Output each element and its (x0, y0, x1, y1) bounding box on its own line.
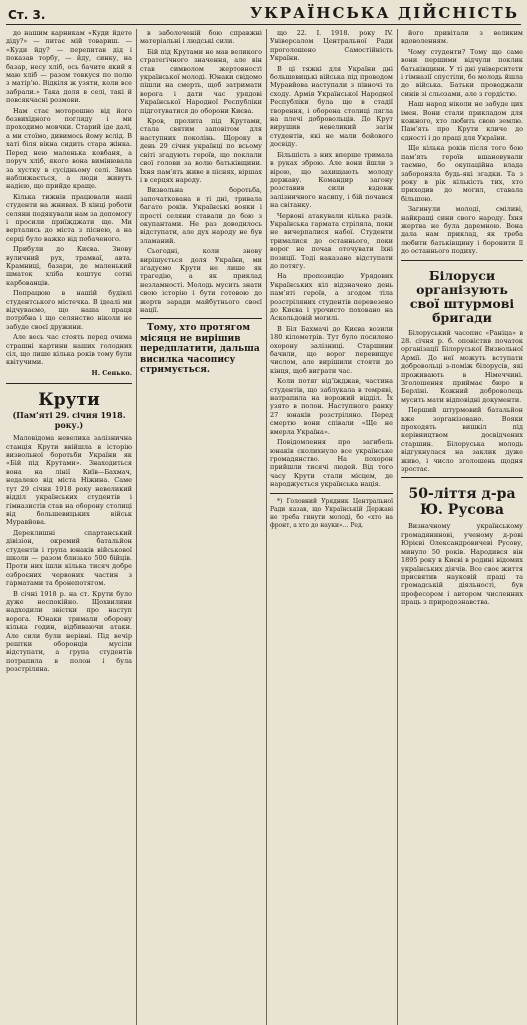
article-subtitle-kruty: (Пам’яті 29. січня 1918. року.) (12, 410, 126, 431)
divider (6, 383, 132, 384)
article-text: його привітали з великим вдоволенням. (401, 29, 523, 46)
column-2 (136, 29, 262, 1025)
article-text: Наш народ ніколи не забуде цих імен. Вони стали прикладом для кожного, хто любить свою землю. Пам’ять про Крути кличе до єдності і до праці для України. (401, 100, 523, 142)
article-text: Визначному українському громадянинові, ученому д-рові Юрієві Олександровичеві Русову, минуло 50 років. Народився він 1895 року в Києві в родині відомих українських діячів. Все своє життя присвятив науковій праці та громадській діяльності, був професором і автором численних праць з природознавства. (401, 522, 523, 607)
article-text: Більшість з них вперше тримала в руках зброю. Але вони йшли з вірою, що захищають молоду державу. Командир загону розставив сили вздовж залізничного насипу, і бій почався на світанку. (270, 150, 393, 210)
article-text: Нам стає моторошно від його безвихідного погляду і ми проходимо мовчки. Старий іде далі, а ми стоїмо, дивимось йому вслід. В хаті біля вікна сидить стара жінка. Перед нею маленька ковбаня, а поруч хліб, якого вона вимінювала за хустку в сусідньому селі. Зима наближається, а люди живуть надією, що прийде краще. (6, 106, 132, 191)
article-text: Сьогодні, коли знову вирішується доля України, ми згадуємо Крути не лише як трагедію, а як приклад незламності. Молодь мусить знати свою історію і бути готовою до жертв заради майбутнього своєї нації. (140, 247, 262, 314)
divider (270, 493, 393, 494)
article-title-kruty: Крути (38, 390, 100, 411)
headline-rusov-anniversary: 50-ліття д-ра Ю. Русова (408, 486, 516, 519)
article-text: Бій під Крутами не мав великого стратегічного значення, але він став символом жертовності української молоді. Юнаки свідомо пішли на смерть, щоб затримати ворога і дати час урядові Української Народної Республіки підготуватися до оборони Києва. (140, 47, 262, 115)
article-text: В ці тяжкі для України дні большевицькі війська під проводом Муравйова наступали з півночі та сходу. Армія Української Народної Республіки була ще в стадії творення, і оборона столиці лягла на плечі добровольців. До Крут вирушив невеликий загін студентів, які не мали бойового досвіду. (270, 64, 393, 149)
article-text: Коли потяг від’їжджав, частина студентів, що заблукала в темряві, натрапила на ворожий відділ. Їх узято в полон. Наступного ранку 27 юнаків розстріляно. Перед смертю вони співали «Ще не вмерла Україна». (270, 377, 393, 436)
article-text: В Біл Бахмачі до Києва возили 180 кілометрів. Тут було посилено охорону залізниці. Старшини бачили, що ворог перевищує числом, але вирішили стояти до кінця, щоб виграти час. (270, 324, 393, 375)
article-text: в заболоченій бою справжні матеріальні і людські сили. (140, 29, 262, 46)
divider (401, 260, 523, 261)
column-4 (397, 29, 523, 1025)
subscription-notice: Тому, хто протягом місяця не вирішив передплатити, дальша висилка часопису стримується. (140, 323, 260, 376)
page-number: Ст. 3. (8, 8, 46, 22)
headline-belarus-brigades: Білоруси організують свої штурмові бригади (409, 267, 515, 325)
column-3 (266, 29, 393, 1025)
article-columns (6, 29, 521, 1025)
article-text: Червоні атакували кілька разів. Українська гармата стріляла, поки не вичерпалися набої. Студенти трималися до останнього, поки ворог не почав оточувати їхні позиції. Тоді наказано відступати до потягу. (270, 211, 393, 270)
newspaper-masthead: УКРАЇНСЬКА ДІЙСНІСТЬ (249, 4, 519, 22)
divider (140, 318, 262, 319)
author-signature: Н. Сенько. (91, 368, 132, 377)
article-text: Кров, пролита під Крутами, стала святим заповітом для наступних поколінь. Щороку в день 29 січня українці по всьому світі згадують героїв, що поклали свої голови за волю батьківщини. Їхня пам’ять живе в піснях, віршах і в серцях народу. (140, 117, 262, 184)
article-text: Але весь час стоять перед очима страшні картини наших голодних сіл, що лише кілька років тому були квітучими. (6, 333, 132, 367)
article-text: Загинули молоді, сміливі, найкращі сини свого народу. Їхня жертва не була даремною. Вона дала нам приклад, як треба любити батьківщину і боронити її до останнього подиху. (401, 205, 523, 256)
article-text: Ще кілька років після того бою пам’ять героїв вшановували таємно, бо окупаційна влада забороняла будь-які згадки. Та з року в рік кількість тих, хто приходив до могил, ставала більшою. (401, 144, 523, 203)
article-text: до нашим карникам «Куди йдете діду?» — питає мій товариш. — «Куди йду? — перепитав дід і показав торбу, — йду, синку, на базар, несу хліб, ось бачите який я маю хліб — разом товкуся по полю з матір’ю. Відкіля ж узяти, коли все забрали.» Така доля в селі, такі й повсякчасні розмови. (6, 29, 132, 105)
article-text: Маловідома невелика залізнична станція Крути ввійшла в історію визвольної боротьби України як «Бій під Крутами». Знаходиться вона на лінії Київ—Бахмач, недалеко від міста Ніжина. Саме тут 29 січня 1918 року невеликий відділ українських студентів і гімназистів став на оборону столиці від большевицьких військ Муравйова. (6, 434, 132, 527)
article-text: Повідомлення про загибель юнаків сколихнуло все українське громадянство. На похорон прийшли тисячі людей. Від того часу Крути стали місцем, де народжується українська нація. (270, 438, 393, 489)
footnote: *) Головний Урядник Центральної Ради казав, що Українській Державі не треба гинути молоді, бо «хто на фронт, а хто до науки»... Ред. (270, 497, 393, 529)
article-text: Чому студенти? Тому що саме вони першими відчули поклик батьківщини. У ті дні університети і гімназії спустіли, бо молодь йшла до війська. Батьки проводжали синів зі сльозами, але з гордістю. (401, 47, 523, 98)
article-text: Дереклишні спартанський дівізіон, окремий батальйон студентів і група юнаків військової школи — разом близько 500 бійців. Проти них ішли кілька тисяч добре озброєних червоних частин з гарматами та бронепотягом. (6, 528, 132, 588)
article-text: Попрацюю в нашій будівлі студентського містечка. В ідеалі ми відчуваємо, що наша праця потрібна і що селянство ніколи не забуде своєї дружини. (6, 289, 132, 331)
article-text: Прибули до Києва. Знову вуличний рух, трамваї, авта. Крамниці, базари, де маленький шматок хліба коштує сотні карбованців. (6, 245, 132, 287)
article-text: Визвольна боротьба, започаткована в ті дні, тривала багато років. Українські вояки і прості селяни ставали до бою з окупантами. Не раз доводилось відступати, але дух народу не був зламаний. (140, 186, 262, 245)
article-text: Кілька тижнів працювали наші студенти на жнивах. В кінці роботи селяни подякували нам за допомогу і просили приїжджати ще. Ми вертались до міста з піснею, а на серці було важко від побаченого. (6, 192, 132, 243)
page-header (6, 4, 521, 25)
divider (401, 477, 523, 478)
article-text: В січні 1918 р. на ст. Крути було дуже неспокійно. Щохвилини надходили звістки про наступ ворога. Юнаки тримали оборону кілька годин, відбиваючи атаки. Але сили були нерівні. Під вечір рештки оборонців мусіли відступати, а група студентів потрапила в полон і була розстріляна. (6, 589, 132, 674)
column-1 (6, 29, 132, 1025)
article-text: На пропозицію Урядових Українських кіл відзначено день пам’яті героїв, а згодом тіла розстріляних студентів перевезено до Києва і урочисто поховано на Аскольдовій могилі. (270, 272, 393, 323)
article-text: Білоруський часопис «Раніца» в 28. січня р. б. оповістив початок організації Білоруської Визвольної Армії. До неї можуть вступати добровольці з-поміж білорусів, які проживають в Німеччині. Зголошення приймає бюро в Берліні. Кожний доброволець мусить мати відповідні документи. (401, 328, 523, 404)
article-text: Перший штурмовий батальйон вже зорганізовано. Вояки проходять вишкіл під керівництвом досвідчених старшин. Білоруська молодь відгукнулася на заклик дуже живо, і число зголошень щодня зростає. (401, 406, 523, 474)
article-text: що 22. I. 1918. року IV. Універсалом Центральної Ради проголошено Самостійність України. (270, 29, 393, 63)
